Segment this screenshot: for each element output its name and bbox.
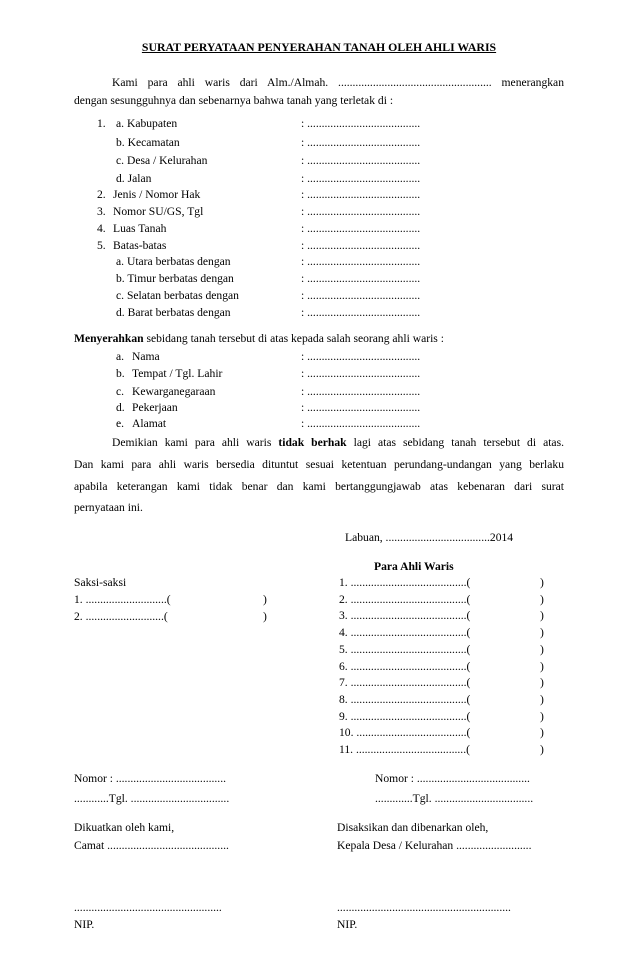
field-dots: : ....................................... [301,188,421,201]
field-label: b. Kecamatan [116,136,180,149]
field-dots: : ....................................... [301,239,421,252]
field-label: Jenis / Nomor Hak [113,188,201,201]
village-head-line: Kepala Desa / Kelurahan .......................... [337,839,532,852]
field-dots: : ....................................... [301,367,421,380]
field-label: Tempat / Tgl. Lahir [132,367,223,380]
field-dots: : ....................................... [301,417,421,430]
field-label: a. Utara berbatas dengan [116,255,231,268]
field-dots: : ....................................... [301,272,421,285]
closing-paren: ) [540,609,544,623]
heir-signature-line: 7. ........................................( [339,676,471,690]
field-dots: : ....................................... [301,255,421,268]
witness-heading: Saksi-saksi [74,576,127,589]
closing-paren: ) [540,626,544,640]
closing-paren: ) [263,593,267,606]
heirs-heading: Para Ahli Waris [374,560,454,573]
intro-line-2: dengan sesungguhnya dan sebenarnya bahwa tanah yang terletak di : [74,94,394,107]
field-label: c. Desa / Kelurahan [116,154,208,167]
field-label: a. Kabupaten [116,117,178,130]
right-nip: NIP. [337,918,358,931]
declaration-line-3: apabila keterangan kami tidak benar dan kami bertanggungjawab atas kebenaran dari surat [74,480,564,493]
item-number: 1. [97,117,106,130]
camat-line: Camat .......................................... [74,839,229,852]
item-letter: b. [116,367,125,380]
closing-paren: ) [540,726,544,740]
heir-signature-line: 3. ........................................( [339,609,471,623]
item-number: 4. [97,222,106,235]
left-nip: NIP. [74,918,95,931]
place-date: Labuan, ....................................2014 [345,531,514,544]
heir-signature-line: 10. ......................................( [339,726,471,740]
transfer-line: Menyerahkan sebidang tanah tersebut di atas kepada salah seorang ahli waris : [74,332,444,345]
field-label: Luas Tanah [113,222,167,235]
item-letter: c. [116,385,125,398]
field-label: Alamat [132,417,167,430]
declaration-line-4: pernyataan ini. [74,501,143,514]
field-dots: : ....................................... [301,289,421,302]
field-label: b. Timur berbatas dengan [116,272,234,285]
item-letter: d. [116,401,125,414]
transfer-bold: Menyerahkan [74,332,144,345]
left-endorse-label: Dikuatkan oleh kami, [74,821,175,834]
heir-signature-line: 2. ........................................( [339,592,471,606]
closing-paren: ) [540,709,544,723]
document-title: SURAT PERYATAAN PENYERAHAN TANAH OLEH AHLI WARIS [141,40,497,54]
field-dots: : ....................................... [301,401,421,414]
field-label: Nama [132,350,160,363]
field-label: Nomor SU/GS, Tgl [113,205,204,218]
field-dots: : ....................................... [301,205,421,218]
declaration-line-2: Dan kami para ahli waris bersedia dituntut sesuai ketentuan perundang-undangan yang berlaku [74,458,564,471]
closing-paren: ) [540,592,544,606]
field-label: d. Barat berbatas dengan [116,306,231,319]
right-witness-label: Disaksikan dan dibenarkan oleh, [337,821,489,834]
right-nomor: Nomor : ....................................... [375,772,530,785]
left-nomor: Nomor : ...................................... [74,772,227,785]
field-label: c. Selatan berbatas dengan [116,289,239,302]
heir-signature-line: 6. ........................................( [339,659,471,673]
field-label: Pekerjaan [132,401,178,414]
right-signature-line: ............................................................ [337,901,511,914]
field-label: d. Jalan [116,172,152,185]
field-dots: : ....................................... [301,385,421,398]
field-dots: : ....................................... [301,117,421,130]
closing-paren: ) [540,676,544,690]
field-dots: : ....................................... [301,350,421,363]
witness-signature-line: 2. ...........................( [74,610,168,623]
item-number: 2. [97,188,106,201]
heir-signature-line: 1. ........................................( [339,576,471,589]
field-label: Kewarganegaraan [132,385,216,398]
heir-signature-line: 8. ........................................( [339,692,471,706]
right-tgl: .............Tgl. .................................. [375,792,534,805]
witness-signature-line: 1. ............................( [74,593,171,606]
item-letter: e. [116,417,125,430]
field-dots: : ....................................... [301,222,421,235]
field-dots: : ....................................... [301,154,421,167]
closing-paren: ) [540,692,544,706]
heir-signature-line: 4. ........................................( [339,626,471,640]
field-label: Batas-batas [113,239,167,252]
declaration-line-1: Demikian kami para ahli waris tidak berhak lagi atas sebidang tanah tersebut di atas. [112,436,564,449]
left-signature-line: ................................................... [74,901,222,914]
left-tgl: ............Tgl. .................................. [74,792,230,805]
closing-paren: ) [540,576,544,589]
heir-signature-line: 9. ........................................( [339,709,471,723]
field-dots: : ....................................... [301,136,421,149]
field-dots: : ....................................... [301,306,421,319]
item-number: 3. [97,205,106,218]
intro-line-1: Kami para ahli waris dari Alm./Almah. ..................................................... menerangkan [112,76,564,89]
item-letter: a. [116,350,125,363]
heir-signature-line: 11. ......................................( [339,743,470,756]
closing-paren: ) [540,743,544,756]
closing-paren: ) [263,610,267,623]
item-number: 5. [97,239,106,252]
field-dots: : ....................................... [301,172,421,185]
closing-paren: ) [540,659,544,673]
closing-paren: ) [540,642,544,656]
heir-signature-line: 5. ........................................( [339,642,471,656]
